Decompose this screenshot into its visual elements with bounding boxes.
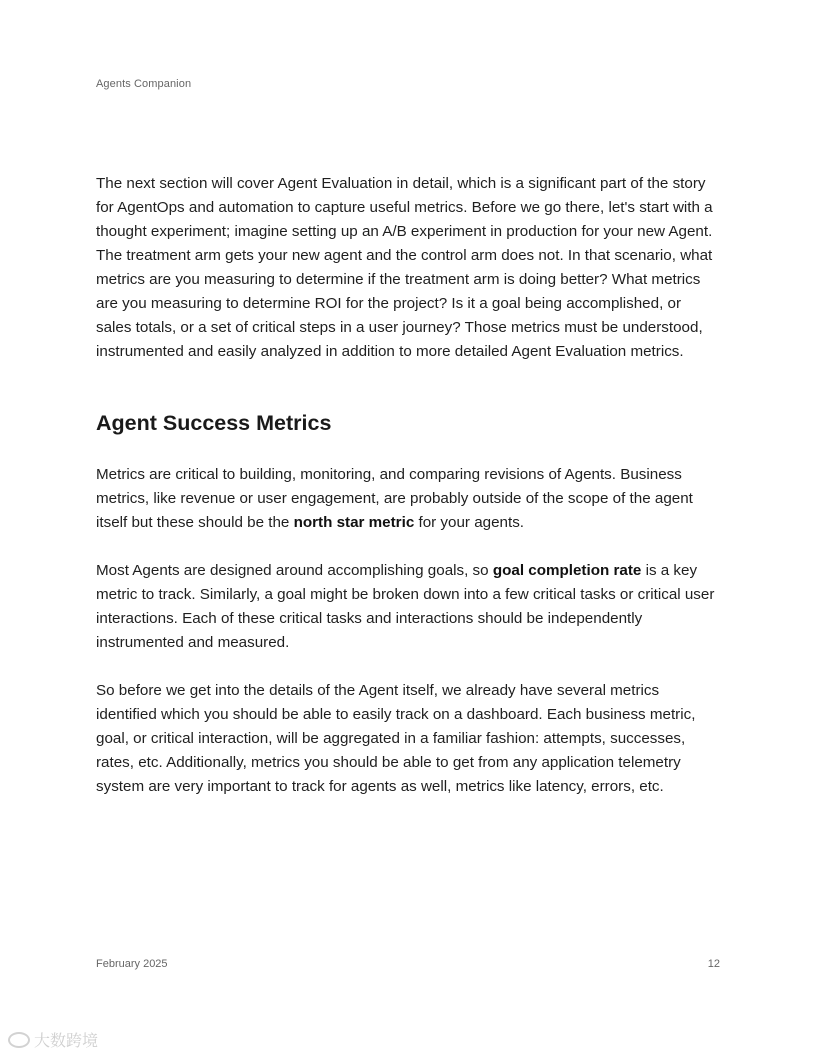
page-content xyxy=(96,172,720,799)
intro-paragraph: The next section will cover Agent Evaluation in detail, which is a significant part of the story for AgentOps and automation to capture useful metrics. Before we go there, let's start with a thought experiment; imagine setting up an A/B experiment in production for your new Agent. The treatment arm gets your new agent and the control arm does not. In that scenario, what metrics are you measuring to determine if the treatment arm is doing better? What metrics are you measuring to determine ROI for the project? Is it a goal being accomplished, or sales totals, or a set of critical steps in a user journey? Those metrics must be understood, instrumented and easily analyzed in addition to more detailed Agent Evaluation metrics. xyxy=(96,175,713,360)
paragraph-dashboard-metrics: So before we get into the details of the Agent itself, we already have several metrics identified which you should be able to easily track on a dashboard. Each business metric, goal, or critical interaction, will be aggregated in a familiar fashion: attempts, successes, rates, etc. Additionally, metrics you should be able to get from any application telemetry system are very important to track for agents as well, metrics like latency, errors, etc. xyxy=(96,682,696,795)
paragraph-text: for your agents. xyxy=(414,514,525,531)
section-title: Agent Success Metrics xyxy=(96,411,332,435)
bold-term-north-star: north star metric xyxy=(293,514,415,531)
paragraph-text: Metrics are critical to building, monitoring, and comparing revisions of Agents. Business metrics, like revenue or user engagement, are probably outside of the scope of the agent itself but these should be the xyxy=(96,466,693,531)
footer-date: February 2025 xyxy=(96,958,168,970)
paragraph-text: is a key metric to track. Similarly, a goal might be broken down into a few critical tasks or critical user interactions. Each of these critical tasks and interactions should be independently instrumented and measured. xyxy=(96,562,715,651)
bold-term-goal-completion-rate: goal completion rate xyxy=(492,562,642,579)
watermark-text: 大数跨境 xyxy=(34,1033,99,1050)
watermark-logo-icon xyxy=(8,1032,30,1048)
page-number: 12 xyxy=(707,958,720,970)
paragraph-metrics-critical xyxy=(96,463,720,535)
running-header: Agents Companion xyxy=(96,78,192,90)
paragraph-goal-completion xyxy=(96,559,720,655)
watermark xyxy=(8,1028,98,1051)
paragraph-text: Most Agents are designed around accomplishing goals, so xyxy=(96,562,493,579)
